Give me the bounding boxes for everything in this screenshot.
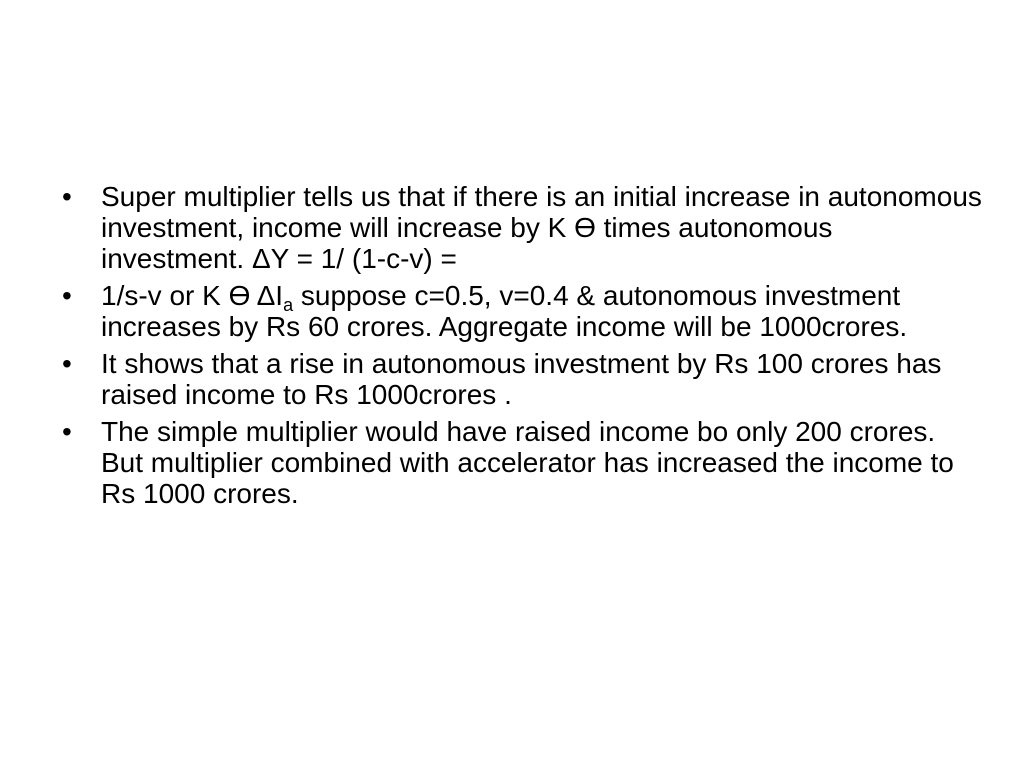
bullet-item-example-values bbox=[62, 280, 982, 342]
bullet-text bbox=[101, 280, 907, 342]
bullet-text: It shows that a rise in autonomous investment by Rs 100 crores has raised income to Rs 1000crores . bbox=[101, 348, 942, 410]
subscript-a: a bbox=[283, 295, 294, 315]
bullet-item-simple-multiplier bbox=[62, 416, 982, 509]
bullet-text: Super multiplier tells us that if there is an initial increase in autonomous investment, income will increase by K ϴ times autonomous investment. ΔY = 1/ (1-c-v) = bbox=[101, 181, 982, 274]
bullet-item-super-multiplier bbox=[62, 181, 982, 274]
bullet-icon: • bbox=[62, 348, 72, 379]
bullet-text-after-subscript: suppose c=0.5, v=0.4 & autonomous investment increases by Rs 60 crores. Aggregate income will be 1000crores. bbox=[101, 280, 908, 342]
bullet-item-rise-in-investment bbox=[62, 348, 982, 410]
bullet-text-before-subscript: 1/s-v or K ϴ ΔI bbox=[101, 280, 284, 311]
bullet-icon: • bbox=[62, 181, 72, 212]
bullet-text: The simple multiplier would have raised income bo only 200 crores. But multiplier combined with accelerator has increased the income to Rs 1000 crores. bbox=[101, 416, 954, 509]
bullet-icon: • bbox=[62, 280, 72, 311]
bullet-list bbox=[62, 181, 982, 515]
bullet-icon: • bbox=[62, 416, 72, 447]
